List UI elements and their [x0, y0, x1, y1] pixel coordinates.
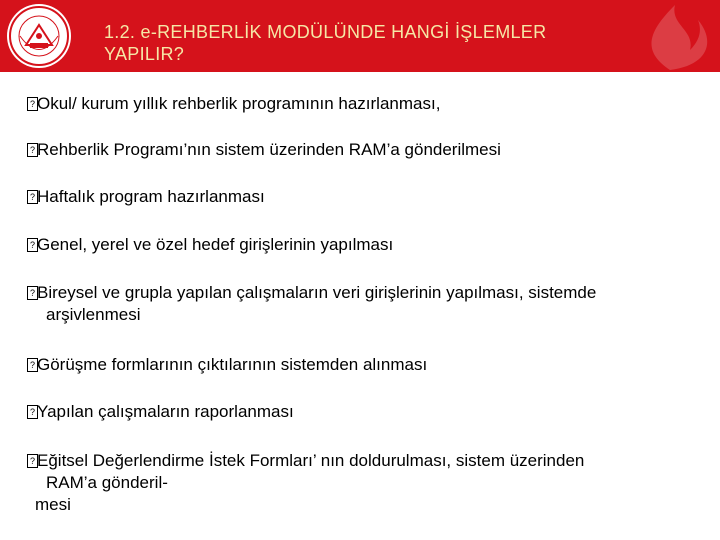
list-item-text: Genel, yerel ve özel hedef girişlerinin yapılması: [37, 235, 394, 254]
bullet-box-icon: ?: [27, 190, 38, 204]
bullet-box-icon: ?: [27, 143, 38, 157]
list-item: [27, 401, 707, 423]
list-item-text: Haftalık program hazırlanması: [37, 187, 265, 206]
list-item: [27, 354, 707, 376]
list-item-text: Rehberlik Programı’nın sistem üzerinden RAM’a gönderilmesi: [37, 140, 501, 159]
title-line-2: YAPILIR?: [104, 44, 185, 64]
list-item-text-continuation: arşivlenmesi: [46, 305, 141, 324]
list-item-text: Okul/ kurum yıllık rehberlik programının hazırlanması,: [37, 94, 441, 113]
list-item: [27, 282, 707, 326]
bullet-box-icon: ?: [27, 405, 38, 419]
bullet-box-icon: ?: [27, 286, 38, 300]
list-item-text-continuation: RAM’a gönderil-: [46, 473, 168, 492]
list-item: [27, 450, 707, 516]
bullet-box-icon: ?: [27, 238, 38, 252]
list-item-text: Yapılan çalışmaların raporlanması: [37, 402, 294, 421]
title-line-1: 1.2. e-REHBERLİK MODÜLÜNDE HANGİ İŞLEMLER: [104, 22, 547, 42]
list-item: [27, 139, 707, 161]
list-item: [27, 186, 707, 208]
bullet-box-icon: ?: [27, 358, 38, 372]
list-item-text-continuation: mesi: [35, 495, 71, 514]
list-item-text: Eğitsel Değerlendirme İstek Formları’ nın doldurulması, sistem üzerinden: [37, 451, 585, 470]
bullet-box-icon: ?: [27, 454, 38, 468]
list-item: [27, 234, 707, 256]
list-item-text: Bireysel ve grupla yapılan çalışmaların veri girişlerinin yapılması, sistemde: [37, 283, 597, 302]
list-item-text: Görüşme formlarının çıktılarının sistemden alınması: [37, 355, 428, 374]
bullet-box-icon: ?: [27, 97, 38, 111]
list-item: [27, 93, 707, 115]
